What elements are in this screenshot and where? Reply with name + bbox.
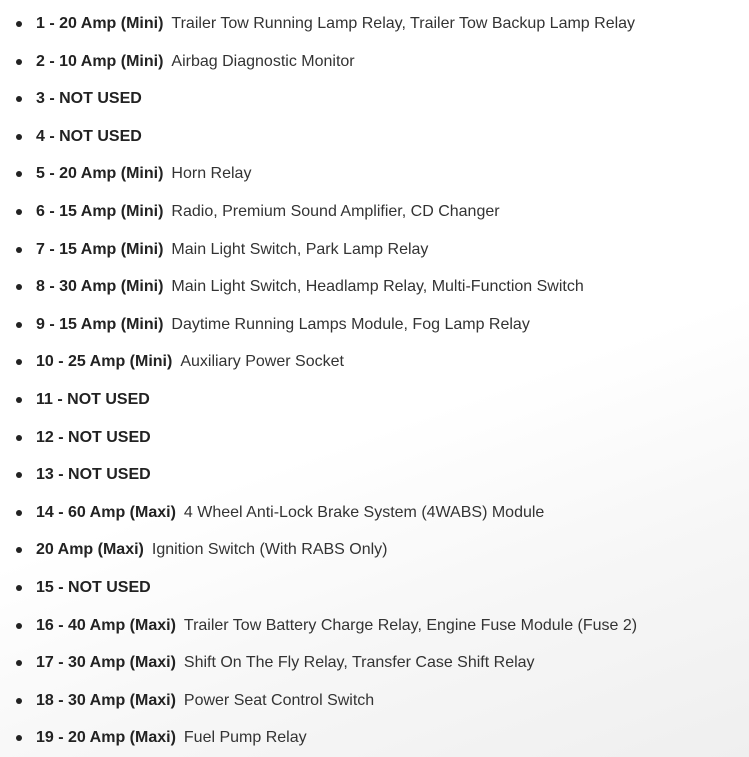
bullet-icon [16,209,22,215]
fuse-id: 16 - 40 Amp (Maxi) [36,616,176,634]
fuse-id: 10 - 25 Amp (Mini) [36,353,173,371]
bullet-icon [16,59,22,65]
fuse-id: 13 - NOT USED [36,466,151,484]
bullet-icon [16,510,22,516]
fuse-description: Auxiliary Power Socket [180,353,344,371]
fuse-description: Airbag Diagnostic Monitor [171,52,355,70]
list-item [0,231,749,269]
bullet-icon [16,359,22,365]
bullet-icon [16,171,22,177]
fuse-id: 17 - 30 Amp (Maxi) [36,654,176,672]
fuse-id: 19 - 20 Amp (Maxi) [36,729,176,747]
bullet-icon [16,134,22,140]
list-item [0,456,749,494]
list-item [0,719,749,757]
fuse-id: 7 - 15 Amp (Mini) [36,240,164,258]
list-item [0,268,749,306]
bullet-icon [16,397,22,403]
fuse-description: Trailer Tow Running Lamp Relay, Trailer Tow Backup Lamp Relay [171,15,636,32]
bullet-icon [16,585,22,591]
fuse-description: Horn Relay [171,165,252,183]
fuse-description: Main Light Switch, Headlamp Relay, Multi-Function Switch [171,278,584,296]
fuse-id: 12 - NOT USED [36,428,151,446]
bullet-icon [16,698,22,704]
fuse-description: Daytime Running Lamps Module, Fog Lamp Relay [171,315,530,333]
list-item [0,43,749,81]
list-item [0,419,749,457]
fuse-id: 14 - 60 Amp (Maxi) [36,503,176,521]
list-item [0,644,749,682]
bullet-icon [16,623,22,629]
bullet-icon [16,322,22,328]
list-item [0,5,749,43]
fuse-id: 5 - 20 Amp (Mini) [36,165,164,183]
bullet-icon [16,435,22,441]
fuse-description: 4 Wheel Anti-Lock Brake System (4WABS) Module [183,503,545,521]
bullet-icon [16,21,22,27]
bullet-icon [16,284,22,290]
fuse-description: Main Light Switch, Park Lamp Relay [171,240,429,258]
bullet-icon [16,472,22,478]
list-item [0,193,749,231]
fuse-id: 3 - NOT USED [36,90,142,108]
list-item [0,494,749,532]
fuse-description: Fuel Pump Relay [183,729,307,747]
bullet-icon [16,660,22,666]
list-item [0,607,749,645]
fuse-description: Radio, Premium Sound Amplifier, CD Changer [171,202,500,220]
fuse-id: 15 - NOT USED [36,578,151,596]
fuse-description: Trailer Tow Battery Charge Relay, Engine Fuse Module (Fuse 2) [183,616,638,634]
bullet-icon [16,96,22,102]
fuse-description: Shift On The Fly Relay, Transfer Case Shift Relay [183,654,535,672]
list-item [0,381,749,419]
fuse-id: 8 - 30 Amp (Mini) [36,278,164,296]
fuse-id: 9 - 15 Amp (Mini) [36,315,164,333]
list-item [0,80,749,118]
list-item [0,155,749,193]
fuse-description: Ignition Switch (With RABS Only) [151,541,388,559]
fuse-id: 6 - 15 Amp (Mini) [36,202,164,220]
bullet-icon [16,735,22,741]
list-item [0,682,749,720]
fuse-id: 4 - NOT USED [36,127,142,145]
list-item [0,531,749,569]
bullet-icon [16,247,22,253]
list-item [0,343,749,381]
list-item [0,306,749,344]
fuse-id: 2 - 10 Amp (Mini) [36,52,164,70]
fuse-id: 18 - 30 Amp (Maxi) [36,691,176,709]
fuse-id: 1 - 20 Amp (Mini) [36,15,164,32]
fuse-id: 20 Amp (Maxi) [36,541,144,559]
list-item [0,118,749,156]
bullet-icon [16,547,22,553]
fuse-description: Power Seat Control Switch [183,691,375,709]
fuse-list [0,5,749,757]
list-item [0,569,749,607]
fuse-id: 11 - NOT USED [36,390,150,408]
